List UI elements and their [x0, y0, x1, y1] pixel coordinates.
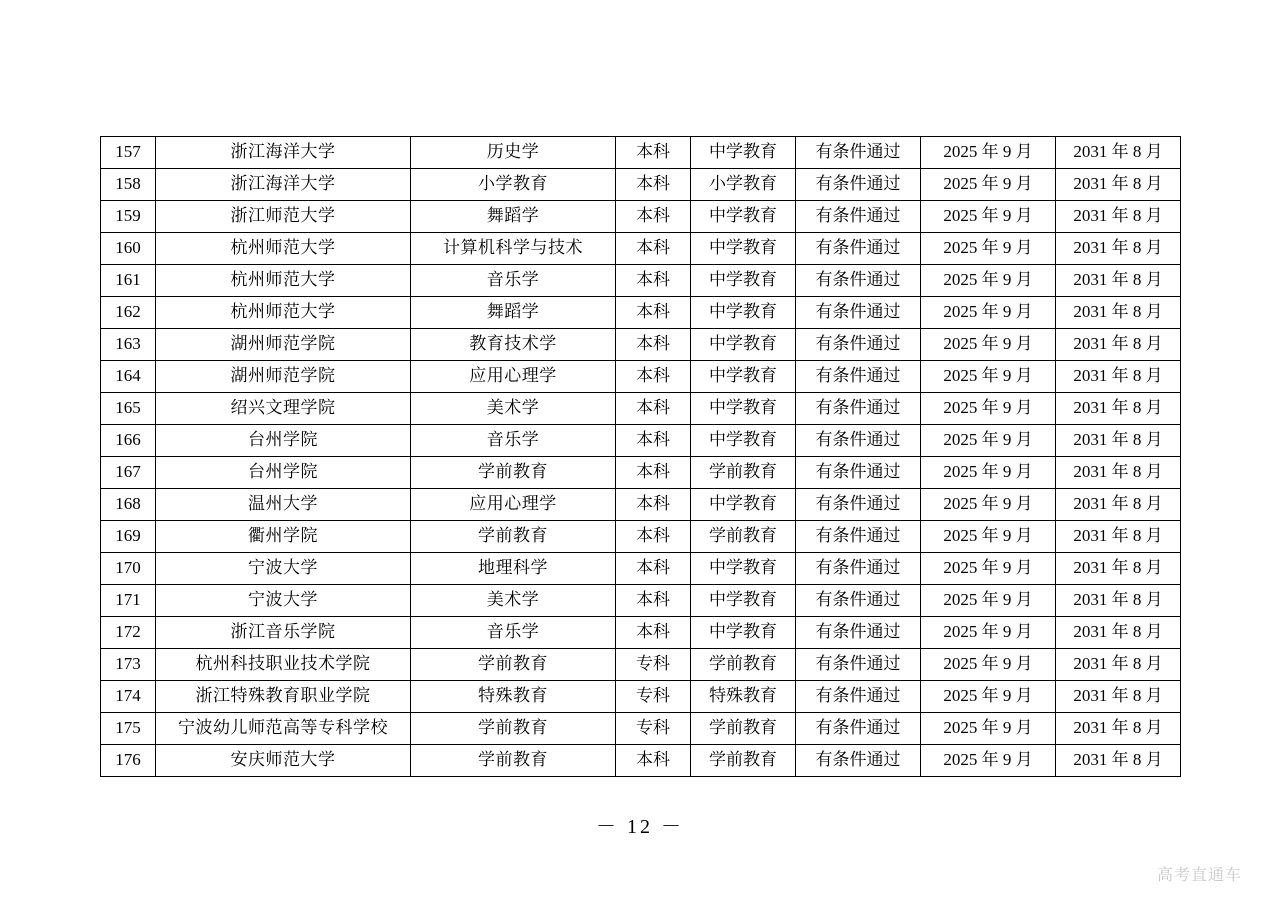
cell-category: 中学教育 [691, 553, 796, 585]
table-row [101, 329, 1181, 361]
cell-major: 学前教育 [411, 649, 616, 681]
cell-school: 安庆师范大学 [156, 745, 411, 777]
cell-result: 有条件通过 [796, 521, 921, 553]
cell-school: 湖州师范学院 [156, 361, 411, 393]
cell-level: 本科 [616, 521, 691, 553]
cell-result: 有条件通过 [796, 617, 921, 649]
cell-major: 计算机科学与技术 [411, 233, 616, 265]
cell-level: 本科 [616, 425, 691, 457]
cell-level: 本科 [616, 393, 691, 425]
cell-school: 宁波大学 [156, 585, 411, 617]
table-row [101, 713, 1181, 745]
cell-index: 168 [101, 489, 156, 521]
cell-valid-to: 2031 年 8 月 [1056, 553, 1181, 585]
cell-major: 美术学 [411, 585, 616, 617]
cell-major: 教育技术学 [411, 329, 616, 361]
cell-level: 本科 [616, 201, 691, 233]
cell-school: 衢州学院 [156, 521, 411, 553]
table-row [101, 553, 1181, 585]
cell-category: 特殊教育 [691, 681, 796, 713]
cell-result: 有条件通过 [796, 169, 921, 201]
cell-valid-from: 2025 年 9 月 [921, 169, 1056, 201]
cell-index: 164 [101, 361, 156, 393]
cell-major: 音乐学 [411, 425, 616, 457]
cell-valid-from: 2025 年 9 月 [921, 553, 1056, 585]
cell-school: 宁波幼儿师范高等专科学校 [156, 713, 411, 745]
cell-level: 本科 [616, 585, 691, 617]
cell-valid-to: 2031 年 8 月 [1056, 585, 1181, 617]
cell-index: 175 [101, 713, 156, 745]
cell-level: 本科 [616, 361, 691, 393]
table-row [101, 425, 1181, 457]
cell-major: 音乐学 [411, 617, 616, 649]
cell-major: 学前教育 [411, 521, 616, 553]
cell-school: 浙江音乐学院 [156, 617, 411, 649]
cell-category: 中学教育 [691, 297, 796, 329]
cell-major: 地理科学 [411, 553, 616, 585]
cell-major: 特殊教育 [411, 681, 616, 713]
cell-category: 中学教育 [691, 425, 796, 457]
cell-school: 浙江海洋大学 [156, 169, 411, 201]
cell-level: 专科 [616, 681, 691, 713]
cell-valid-from: 2025 年 9 月 [921, 265, 1056, 297]
page-number: － 12 － [596, 816, 684, 838]
table-row [101, 393, 1181, 425]
accreditation-table-wrapper [100, 136, 1180, 777]
table-row [101, 457, 1181, 489]
cell-level: 本科 [616, 329, 691, 361]
cell-valid-from: 2025 年 9 月 [921, 457, 1056, 489]
cell-result: 有条件通过 [796, 329, 921, 361]
cell-school: 湖州师范学院 [156, 329, 411, 361]
cell-school: 温州大学 [156, 489, 411, 521]
cell-index: 171 [101, 585, 156, 617]
cell-index: 170 [101, 553, 156, 585]
cell-major: 应用心理学 [411, 489, 616, 521]
cell-category: 中学教育 [691, 361, 796, 393]
cell-category: 中学教育 [691, 137, 796, 169]
cell-major: 学前教育 [411, 745, 616, 777]
cell-result: 有条件通过 [796, 553, 921, 585]
cell-category: 学前教育 [691, 649, 796, 681]
cell-category: 中学教育 [691, 265, 796, 297]
table-row [101, 681, 1181, 713]
cell-valid-to: 2031 年 8 月 [1056, 393, 1181, 425]
cell-valid-from: 2025 年 9 月 [921, 489, 1056, 521]
cell-valid-from: 2025 年 9 月 [921, 297, 1056, 329]
cell-result: 有条件通过 [796, 137, 921, 169]
cell-index: 158 [101, 169, 156, 201]
cell-index: 163 [101, 329, 156, 361]
cell-school: 杭州师范大学 [156, 297, 411, 329]
table-row [101, 649, 1181, 681]
cell-level: 本科 [616, 489, 691, 521]
cell-category: 学前教育 [691, 745, 796, 777]
cell-school: 浙江师范大学 [156, 201, 411, 233]
cell-index: 159 [101, 201, 156, 233]
cell-major: 应用心理学 [411, 361, 616, 393]
cell-major: 历史学 [411, 137, 616, 169]
cell-result: 有条件通过 [796, 233, 921, 265]
cell-result: 有条件通过 [796, 201, 921, 233]
table-row [101, 201, 1181, 233]
cell-result: 有条件通过 [796, 713, 921, 745]
cell-index: 162 [101, 297, 156, 329]
cell-level: 专科 [616, 713, 691, 745]
table-row [101, 137, 1181, 169]
table-row [101, 297, 1181, 329]
cell-result: 有条件通过 [796, 745, 921, 777]
cell-valid-to: 2031 年 8 月 [1056, 265, 1181, 297]
cell-valid-from: 2025 年 9 月 [921, 585, 1056, 617]
cell-result: 有条件通过 [796, 585, 921, 617]
cell-category: 学前教育 [691, 521, 796, 553]
cell-major: 舞蹈学 [411, 297, 616, 329]
table-row [101, 265, 1181, 297]
cell-result: 有条件通过 [796, 649, 921, 681]
cell-index: 160 [101, 233, 156, 265]
cell-valid-from: 2025 年 9 月 [921, 361, 1056, 393]
cell-level: 本科 [616, 265, 691, 297]
cell-result: 有条件通过 [796, 361, 921, 393]
cell-valid-from: 2025 年 9 月 [921, 393, 1056, 425]
cell-valid-from: 2025 年 9 月 [921, 521, 1056, 553]
table-row [101, 745, 1181, 777]
cell-valid-to: 2031 年 8 月 [1056, 361, 1181, 393]
cell-index: 169 [101, 521, 156, 553]
cell-valid-from: 2025 年 9 月 [921, 329, 1056, 361]
cell-index: 161 [101, 265, 156, 297]
cell-valid-to: 2031 年 8 月 [1056, 457, 1181, 489]
cell-valid-to: 2031 年 8 月 [1056, 201, 1181, 233]
cell-index: 176 [101, 745, 156, 777]
cell-valid-to: 2031 年 8 月 [1056, 233, 1181, 265]
cell-valid-to: 2031 年 8 月 [1056, 649, 1181, 681]
cell-valid-from: 2025 年 9 月 [921, 137, 1056, 169]
table-body [101, 137, 1181, 777]
cell-index: 165 [101, 393, 156, 425]
table-row [101, 521, 1181, 553]
cell-result: 有条件通过 [796, 265, 921, 297]
cell-category: 学前教育 [691, 457, 796, 489]
cell-result: 有条件通过 [796, 489, 921, 521]
cell-valid-from: 2025 年 9 月 [921, 233, 1056, 265]
cell-valid-to: 2031 年 8 月 [1056, 329, 1181, 361]
cell-valid-from: 2025 年 9 月 [921, 681, 1056, 713]
cell-school: 绍兴文理学院 [156, 393, 411, 425]
cell-school: 浙江海洋大学 [156, 137, 411, 169]
cell-category: 小学教育 [691, 169, 796, 201]
cell-valid-to: 2031 年 8 月 [1056, 425, 1181, 457]
cell-index: 172 [101, 617, 156, 649]
cell-level: 本科 [616, 169, 691, 201]
cell-valid-from: 2025 年 9 月 [921, 425, 1056, 457]
cell-level: 本科 [616, 553, 691, 585]
cell-school: 宁波大学 [156, 553, 411, 585]
cell-level: 本科 [616, 233, 691, 265]
cell-valid-from: 2025 年 9 月 [921, 649, 1056, 681]
accreditation-table [100, 136, 1181, 777]
cell-category: 中学教育 [691, 201, 796, 233]
table-row [101, 489, 1181, 521]
table-row [101, 169, 1181, 201]
cell-category: 中学教育 [691, 329, 796, 361]
cell-index: 173 [101, 649, 156, 681]
cell-category: 学前教育 [691, 713, 796, 745]
cell-school: 浙江特殊教育职业学院 [156, 681, 411, 713]
cell-result: 有条件通过 [796, 681, 921, 713]
cell-major: 舞蹈学 [411, 201, 616, 233]
cell-school: 台州学院 [156, 425, 411, 457]
cell-valid-to: 2031 年 8 月 [1056, 297, 1181, 329]
cell-category: 中学教育 [691, 617, 796, 649]
cell-result: 有条件通过 [796, 457, 921, 489]
cell-result: 有条件通过 [796, 425, 921, 457]
cell-valid-to: 2031 年 8 月 [1056, 169, 1181, 201]
cell-valid-to: 2031 年 8 月 [1056, 713, 1181, 745]
table-row [101, 585, 1181, 617]
cell-category: 中学教育 [691, 489, 796, 521]
cell-category: 中学教育 [691, 585, 796, 617]
cell-valid-to: 2031 年 8 月 [1056, 745, 1181, 777]
cell-result: 有条件通过 [796, 393, 921, 425]
cell-school: 杭州师范大学 [156, 265, 411, 297]
cell-valid-from: 2025 年 9 月 [921, 745, 1056, 777]
cell-level: 本科 [616, 617, 691, 649]
cell-index: 157 [101, 137, 156, 169]
cell-school: 杭州师范大学 [156, 233, 411, 265]
cell-valid-from: 2025 年 9 月 [921, 713, 1056, 745]
cell-valid-to: 2031 年 8 月 [1056, 521, 1181, 553]
cell-school: 杭州科技职业技术学院 [156, 649, 411, 681]
cell-major: 学前教育 [411, 457, 616, 489]
cell-valid-from: 2025 年 9 月 [921, 617, 1056, 649]
cell-major: 美术学 [411, 393, 616, 425]
cell-level: 本科 [616, 297, 691, 329]
cell-level: 本科 [616, 137, 691, 169]
cell-level: 专科 [616, 649, 691, 681]
cell-valid-from: 2025 年 9 月 [921, 201, 1056, 233]
table-row [101, 617, 1181, 649]
cell-valid-to: 2031 年 8 月 [1056, 681, 1181, 713]
cell-index: 167 [101, 457, 156, 489]
cell-valid-to: 2031 年 8 月 [1056, 617, 1181, 649]
watermark: 高考直通车 [1156, 867, 1242, 884]
cell-valid-to: 2031 年 8 月 [1056, 137, 1181, 169]
cell-level: 本科 [616, 745, 691, 777]
cell-school: 台州学院 [156, 457, 411, 489]
cell-major: 音乐学 [411, 265, 616, 297]
cell-category: 中学教育 [691, 393, 796, 425]
cell-index: 166 [101, 425, 156, 457]
cell-major: 学前教育 [411, 713, 616, 745]
table-row [101, 361, 1181, 393]
cell-result: 有条件通过 [796, 297, 921, 329]
cell-valid-to: 2031 年 8 月 [1056, 489, 1181, 521]
table-row [101, 233, 1181, 265]
cell-major: 小学教育 [411, 169, 616, 201]
cell-index: 174 [101, 681, 156, 713]
cell-category: 中学教育 [691, 233, 796, 265]
cell-level: 本科 [616, 457, 691, 489]
